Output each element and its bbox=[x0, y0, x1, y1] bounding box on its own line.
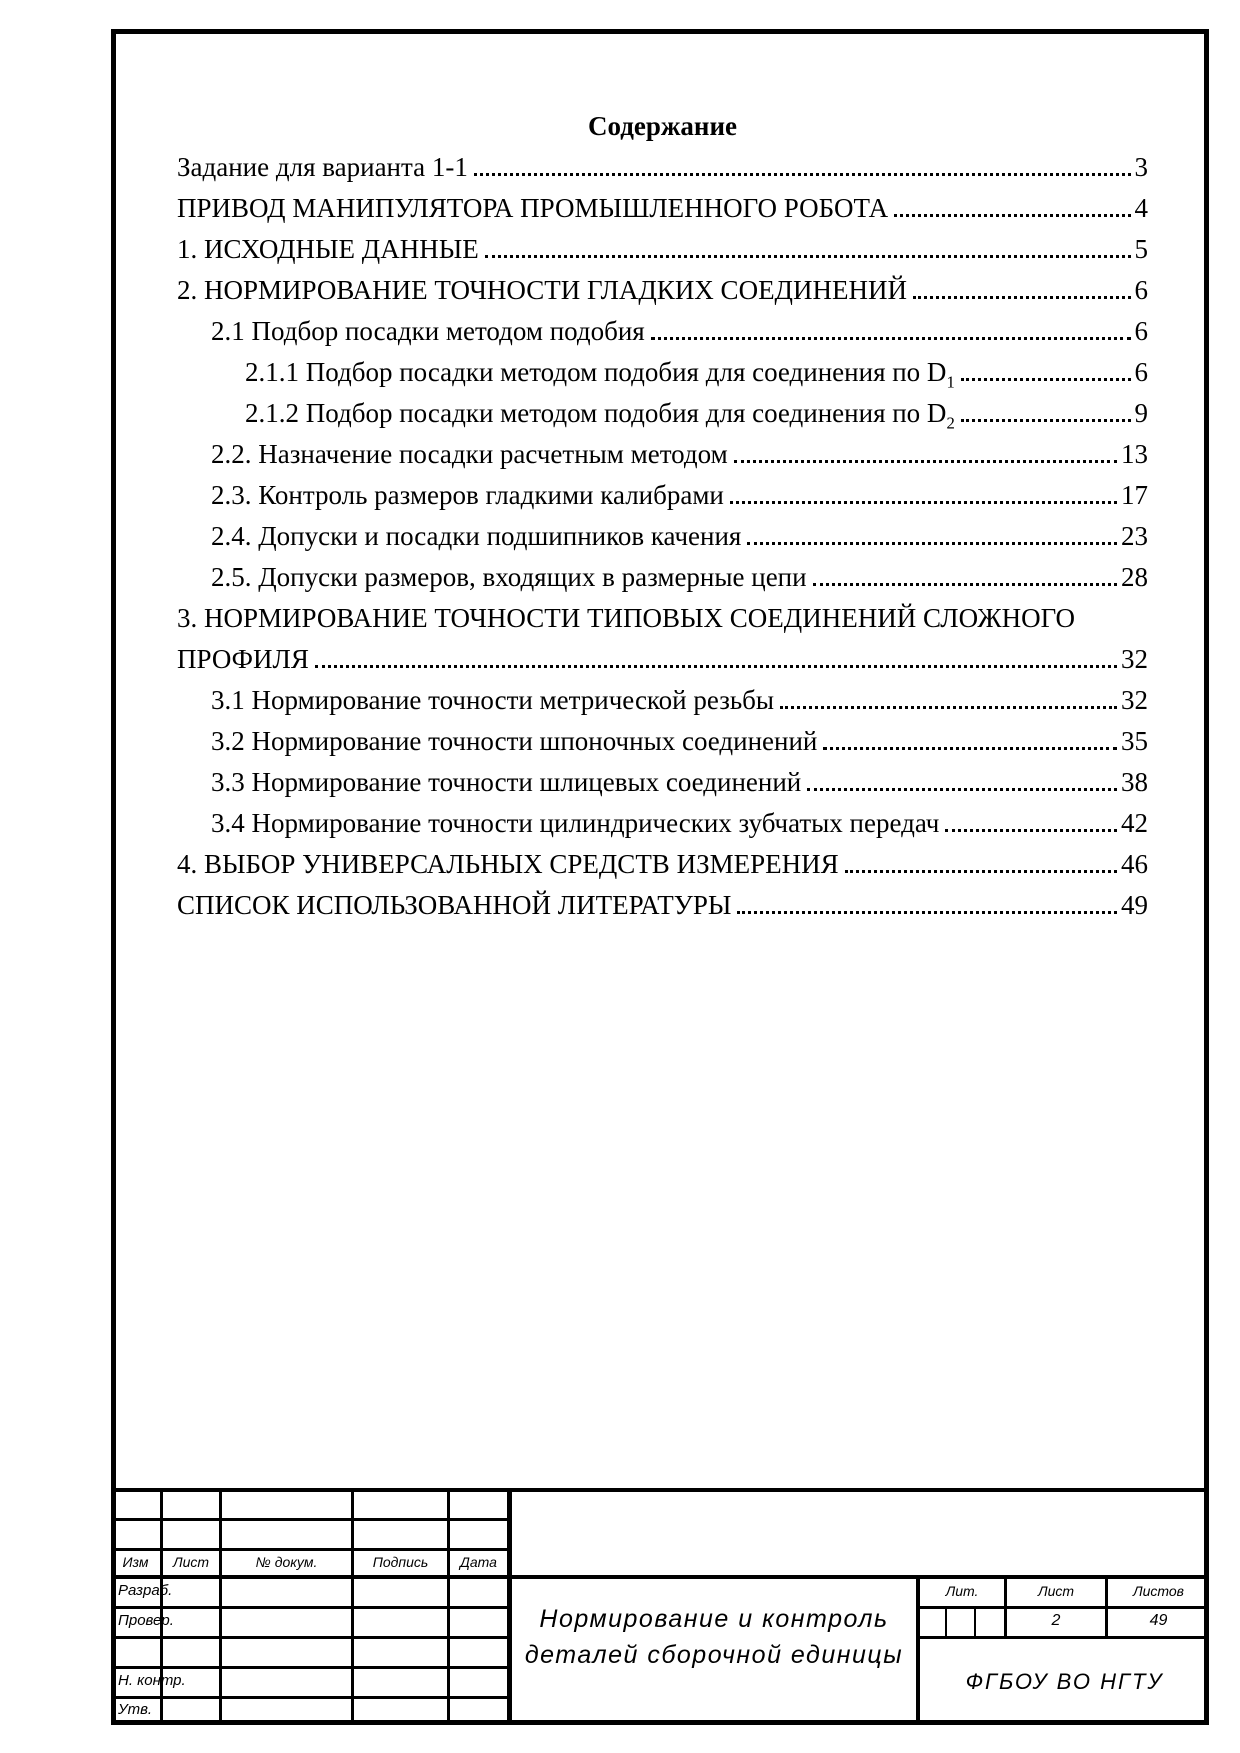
toc-entry-label: 2.1.2 Подбор посадки методом подобия для соединения по $D_2$ bbox=[245, 398, 955, 433]
toc-entry-subscript: 1 bbox=[946, 372, 955, 392]
toc-entry bbox=[177, 434, 1148, 475]
toc-entry-label: ПРИВОД МАНИПУЛЯТОРА ПРОМЫШЛЕННОГО РОБОТА bbox=[177, 193, 889, 223]
toc-entry-label: 1. ИСХОДНЫЕ ДАННЫЕ bbox=[177, 234, 479, 264]
row-label-approved: Утв. bbox=[118, 1701, 153, 1718]
toc-entry-label: 3. НОРМИРОВАНИЕ ТОЧНОСТИ ТИПОВЫХ СОЕДИНЕНИЙ СЛОЖНОГО bbox=[177, 603, 1076, 633]
toc-dot-leader bbox=[945, 829, 1117, 832]
row-label-norm-control: Н. контр. bbox=[118, 1672, 186, 1689]
toc-entry-label: Задание для варианта 1-1 bbox=[177, 152, 468, 182]
table-of-contents bbox=[177, 106, 1148, 926]
toc-dot-leader bbox=[961, 378, 1131, 381]
revision-col-list: Лист bbox=[172, 1554, 210, 1570]
toc-entry bbox=[177, 557, 1148, 598]
toc-dot-leader bbox=[737, 911, 1117, 914]
toc-dot-leader bbox=[474, 173, 1131, 176]
toc-entry-label: 3.3 Нормирование точности шлицевых соединений bbox=[211, 767, 802, 797]
toc-entry bbox=[177, 311, 1148, 352]
title-block-grid-line bbox=[111, 1636, 510, 1639]
toc-entry bbox=[177, 516, 1148, 557]
toc-entry-label: 2.1.1 Подбор посадки методом подобия для соединения по $D_1$ bbox=[245, 357, 955, 392]
toc-entry-label: 2.2. Назначение посадки расчетным методом bbox=[211, 439, 728, 469]
toc-dot-leader bbox=[961, 419, 1131, 422]
toc-entry bbox=[177, 229, 1148, 270]
document-title-line1: Нормирование и контроль bbox=[539, 1604, 889, 1633]
toc-entry bbox=[177, 393, 1148, 434]
toc-entry bbox=[177, 475, 1148, 516]
toc-entry-label: 2.1 Подбор посадки методом подобия bbox=[211, 316, 645, 346]
toc-list bbox=[177, 147, 1148, 926]
toc-dot-leader bbox=[780, 706, 1117, 709]
toc-entry bbox=[177, 844, 1148, 885]
toc-dot-leader bbox=[845, 870, 1117, 873]
toc-page-number: 32 bbox=[1121, 644, 1148, 674]
toc-page-number: 4 bbox=[1134, 193, 1148, 223]
toc-dot-leader bbox=[807, 788, 1117, 791]
toc-entry-label: 2.5. Допуски размеров, входящих в размерные цепи bbox=[211, 562, 807, 592]
toc-entry bbox=[177, 352, 1148, 393]
toc-dot-leader bbox=[730, 501, 1117, 504]
toc-dot-leader bbox=[823, 747, 1117, 750]
document-title-line2: деталей сборочной единицы bbox=[524, 1640, 904, 1669]
revision-col-signature: Подпись bbox=[372, 1554, 429, 1570]
toc-page-number: 23 bbox=[1121, 521, 1148, 551]
revision-col-doc-number: № докум. bbox=[255, 1554, 318, 1570]
toc-page-number: 6 bbox=[1134, 275, 1148, 305]
toc-entry-label: СПИСОК ИСПОЛЬЗОВАННОЙ ЛИТЕРАТУРЫ bbox=[177, 890, 732, 920]
sheets-total: 49 bbox=[1149, 1612, 1168, 1629]
toc-entry-label: 3.4 Нормирование точности цилиндрических зубчатых передач bbox=[211, 808, 940, 838]
toc-entry bbox=[177, 270, 1148, 311]
document-title bbox=[512, 1562, 916, 1711]
toc-page-number: 6 bbox=[1134, 316, 1148, 346]
sheets-header: Листов bbox=[1133, 1583, 1184, 1599]
toc-entry-label: 3.2 Нормирование точности шпоночных соединений bbox=[211, 726, 818, 756]
toc-entry bbox=[177, 188, 1148, 229]
toc-page-number: 17 bbox=[1121, 480, 1148, 510]
title-block-grid-line bbox=[351, 1488, 354, 1725]
toc-page-number: 42 bbox=[1121, 808, 1148, 838]
toc-dot-leader bbox=[485, 255, 1131, 258]
toc-dot-leader bbox=[651, 337, 1131, 340]
organization-name: ФГБОУ ВО НГТУ bbox=[965, 1669, 1164, 1694]
title-block-grid-line bbox=[945, 1606, 947, 1639]
toc-page-number: 3 bbox=[1134, 152, 1148, 182]
revision-col-izm: Изм bbox=[122, 1554, 149, 1570]
title-block bbox=[111, 1488, 1209, 1725]
toc-page-number: 32 bbox=[1121, 685, 1148, 715]
toc-dot-leader bbox=[734, 460, 1117, 463]
toc-page-number: 6 bbox=[1134, 357, 1148, 387]
toc-entry-label: 2. НОРМИРОВАНИЕ ТОЧНОСТИ ГЛАДКИХ СОЕДИНЕНИЙ bbox=[177, 275, 907, 305]
row-label-checked: Провер. bbox=[118, 1612, 174, 1629]
toc-page-number: 38 bbox=[1121, 767, 1148, 797]
toc-heading: Содержание bbox=[587, 111, 738, 141]
toc-entry-label: 2.4. Допуски и посадки подшипников качения bbox=[211, 521, 742, 551]
toc-entry bbox=[177, 803, 1148, 844]
toc-entry bbox=[177, 639, 1148, 680]
toc-entry bbox=[177, 598, 1148, 639]
title-block-grid-line bbox=[974, 1606, 976, 1639]
toc-entry bbox=[177, 885, 1148, 926]
toc-page-number: 28 bbox=[1121, 562, 1148, 592]
toc-dot-leader bbox=[747, 542, 1117, 545]
toc-dot-leader bbox=[913, 296, 1131, 299]
toc-page-number: 35 bbox=[1121, 726, 1148, 756]
title-block-grid-line bbox=[219, 1488, 222, 1725]
revision-col-date: Дата bbox=[460, 1554, 497, 1570]
toc-page-number: 5 bbox=[1134, 234, 1148, 264]
toc-entry bbox=[177, 680, 1148, 721]
lit-header: Лит. bbox=[945, 1583, 979, 1599]
title-block-grid-line bbox=[447, 1488, 450, 1725]
sheet-number: 2 bbox=[1051, 1612, 1061, 1629]
title-block-grid-line bbox=[111, 1488, 1209, 1492]
toc-entry-label: 3.1 Нормирование точности метрической резьбы bbox=[211, 685, 775, 715]
toc-page-number: 13 bbox=[1121, 439, 1148, 469]
toc-page-number: 46 bbox=[1121, 849, 1148, 879]
toc-page-number: 9 bbox=[1134, 398, 1148, 428]
toc-entry-subscript: 2 bbox=[946, 413, 955, 433]
title-block-grid-line bbox=[111, 1518, 510, 1521]
sheet-header: Лист bbox=[1037, 1583, 1075, 1599]
toc-entry-label: 4. ВЫБОР УНИВЕРСАЛЬНЫХ СРЕДСТВ ИЗМЕРЕНИЯ bbox=[177, 849, 839, 879]
row-label-developed: Разраб. bbox=[118, 1582, 173, 1599]
toc-dot-leader bbox=[894, 214, 1130, 217]
toc-entry bbox=[177, 721, 1148, 762]
toc-dot-leader bbox=[315, 665, 1117, 668]
toc-dot-leader bbox=[813, 583, 1117, 586]
toc-entry-label: 2.3. Контроль размеров гладкими калибрами bbox=[211, 480, 724, 510]
toc-page-number: 49 bbox=[1121, 890, 1148, 920]
toc-entry-label: ПРОФИЛЯ bbox=[177, 644, 309, 674]
toc-entry bbox=[177, 762, 1148, 803]
toc-entry bbox=[177, 147, 1148, 188]
